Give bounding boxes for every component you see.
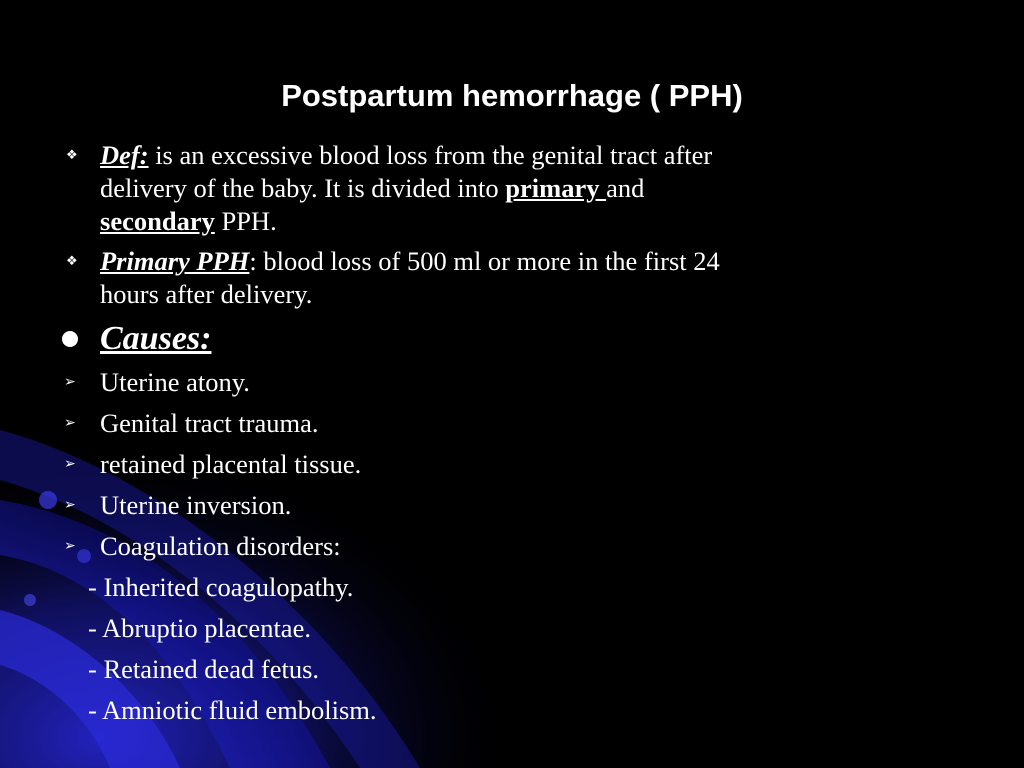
primary-pph-text-1: : blood loss of 500 ml or more in the first 24	[249, 246, 720, 276]
causes-heading: Causes:	[100, 320, 212, 357]
coagulation-sub-item: - Inherited coagulopathy.	[88, 572, 354, 602]
arrow-bullet-icon: ➢	[64, 374, 76, 390]
cause-item: Genital tract trauma.	[100, 408, 319, 438]
swirl-dot-2	[77, 549, 91, 563]
definition-primary: primary	[505, 173, 607, 203]
arrow-bullet-icon: ➢	[64, 538, 76, 554]
primary-pph-paragraph	[100, 245, 1000, 311]
definition-line-3	[100, 205, 1000, 238]
arrow-bullet-icon: ➢	[64, 497, 76, 513]
cause-item: Coagulation disorders:	[100, 531, 341, 561]
primary-pph-line-2: hours after delivery.	[100, 279, 313, 309]
cause-item: Uterine atony.	[100, 367, 250, 397]
arrow-bullet-icon: ➢	[64, 415, 76, 431]
diamond-bullet-icon: ❖	[66, 148, 78, 163]
definition-line-1	[100, 139, 1000, 172]
definition-label: Def:	[100, 140, 149, 170]
cause-item: Uterine inversion.	[100, 490, 292, 520]
definition-text-2: delivery of the baby. It is divided into	[100, 173, 506, 203]
cause-item: retained placental tissue.	[100, 449, 362, 479]
coagulation-sub-item: - Retained dead fetus.	[88, 654, 320, 684]
definition-paragraph	[100, 139, 1000, 238]
arrow-bullet-icon: ➢	[64, 456, 76, 472]
swirl-dot-3	[24, 594, 36, 606]
coagulation-sub-item: - Amniotic fluid embolism.	[88, 695, 377, 725]
swirl-dot-1	[39, 491, 57, 509]
primary-pph-label: Primary PPH	[100, 246, 250, 276]
round-bullet-icon	[62, 331, 78, 347]
definition-secondary: secondary	[100, 206, 215, 236]
diamond-bullet-icon: ❖	[66, 254, 78, 269]
definition-line-2	[100, 172, 1000, 205]
coagulation-sub-item: - Abruptio placentae.	[88, 613, 311, 643]
primary-pph-line-1	[100, 245, 1000, 278]
definition-text-1: is an excessive blood loss from the genital tract after	[148, 140, 713, 170]
definition-and: and	[606, 173, 645, 203]
slide-title: Postpartum hemorrhage ( PPH)	[281, 78, 743, 113]
definition-end: PPH.	[214, 206, 277, 236]
